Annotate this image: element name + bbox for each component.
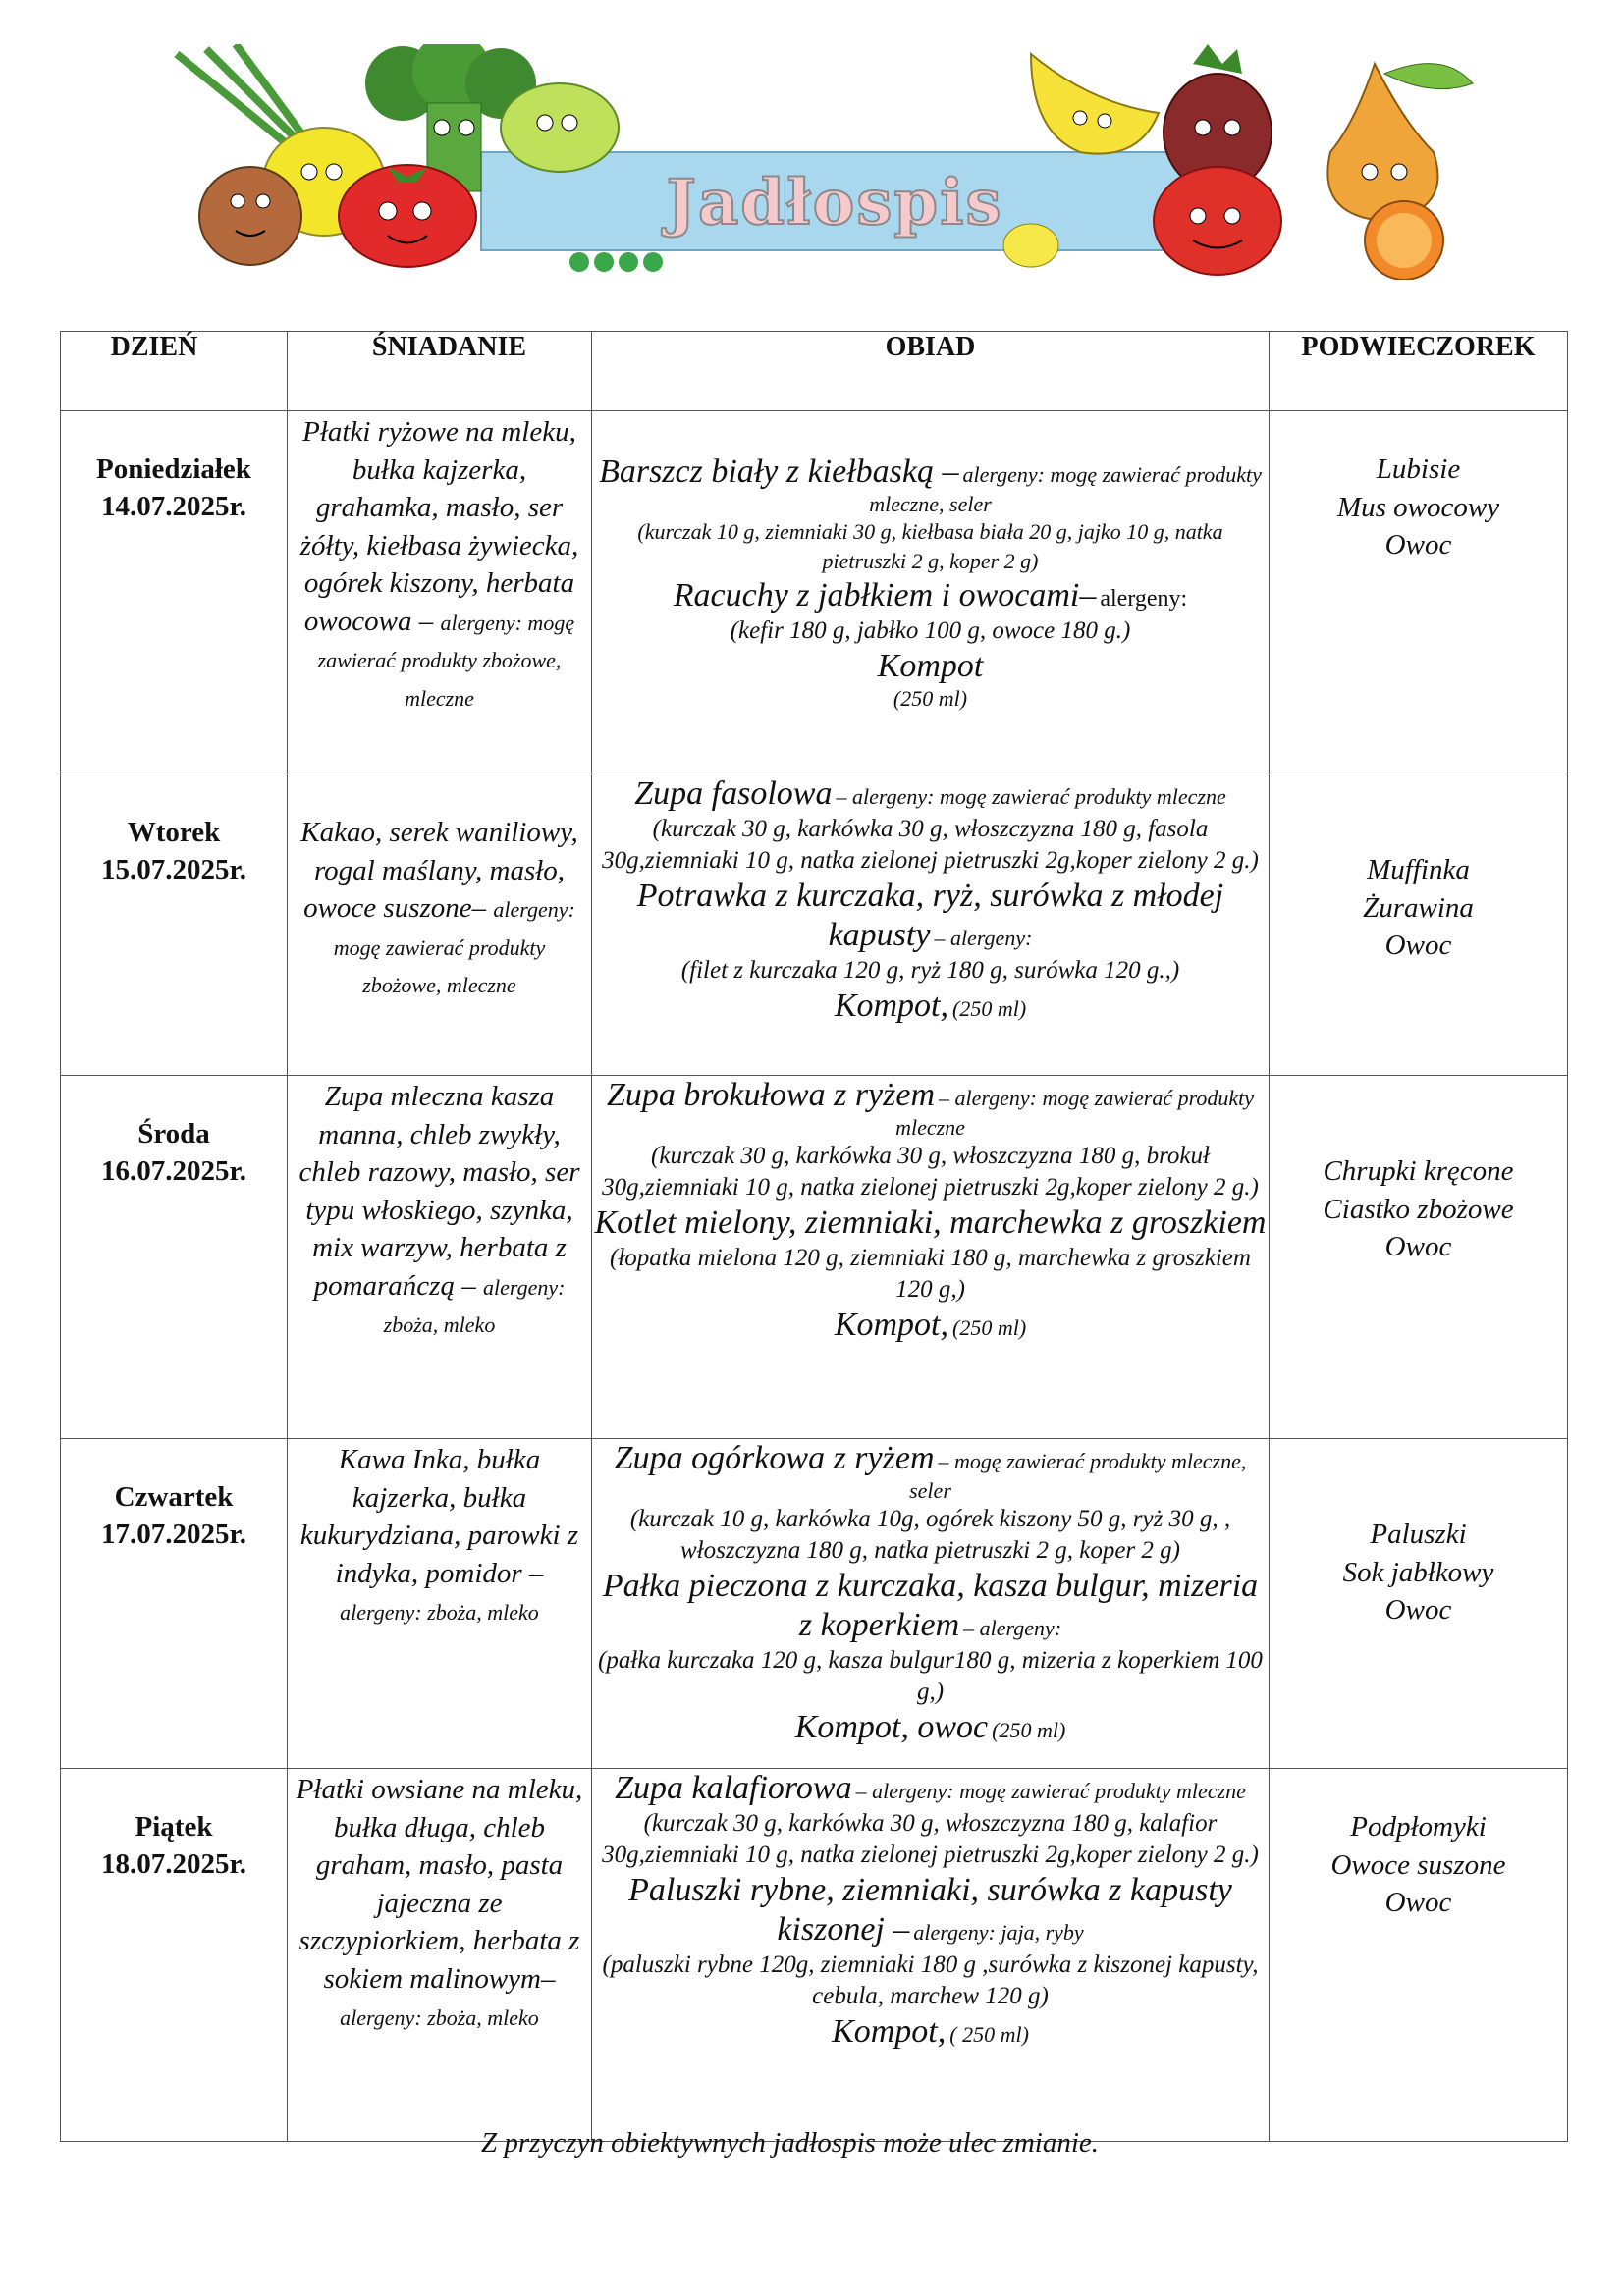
lunch-dish: Kompot — [877, 648, 984, 684]
day-name: Poniedziałek — [96, 454, 251, 485]
lunch-dish: Kompot, — [832, 2013, 947, 2050]
table-row — [61, 411, 1568, 774]
lunch-dish: Paluszki rybne, ziemniaki, surówka z kapusty kiszonej – — [628, 1872, 1232, 1948]
banana-icon — [1031, 54, 1159, 154]
lunch-ingredients: (250 ml) — [992, 1718, 1066, 1742]
day-date: 14.07.2025r. — [101, 491, 246, 522]
footer-note: Z przyczyn obiektywnych jadłospis może ulec zmianie. — [481, 2127, 1100, 2159]
lunch-ingredients: ( 250 ml) — [949, 2022, 1029, 2047]
lunch-ingredients: (paluszki rybne 120g, ziemniaki 180 g ,surówka z kiszonej kapusty, cebula, marchew 120 g) — [602, 1951, 1259, 2009]
lunch-dish: Zupa brokułowa z ryżem — [607, 1077, 936, 1113]
lunch-allergens: alergeny: — [1100, 586, 1188, 612]
day-date: 16.07.2025r. — [101, 1155, 246, 1187]
header-banner — [167, 44, 1581, 280]
lunch-ingredients: (kurczak 30 g, karkówka 30 g, włoszczyzna 180 g, fasola 30g,ziemniaki 10 g, natka zielonej pietruszki 2g,koper zielony 2 g.) — [602, 816, 1259, 874]
breakfast-cell — [288, 411, 592, 774]
snack-item: Lubisie — [1376, 454, 1461, 485]
breakfast-text: Kakao, serek waniliowy, rogal maślany, masło, owoce suszone– — [300, 817, 578, 924]
table-row — [61, 1439, 1568, 1769]
lunch-ingredients: (250 ml) — [952, 1315, 1027, 1340]
lunch-ingredients: (filet z kurczaka 120 g, ryż 180 g, surówka 120 g.,) — [680, 957, 1180, 984]
lunch-ingredients: (kurczak 10 g, ziemniaki 30 g, kiełbasa biała 20 g, jajko 10 g, natka pietruszki 2 g, koper 2 g) — [637, 519, 1223, 573]
lemon-icon — [1003, 224, 1058, 267]
lunch-allergens: – alergeny: mogę zawierać produkty mleczne — [895, 1086, 1254, 1140]
lunch-ingredients: (kurczak 30 g, karkówka 30 g, włoszczyzna 180 g, brokuł 30g,ziemniaki 10 g, natka zielonej pietruszki 2g,koper zielony 2 g.) — [602, 1143, 1259, 1201]
snack-cell — [1270, 1439, 1568, 1769]
snack-item: Ciastko zbożowe — [1323, 1193, 1514, 1225]
snack-cell — [1270, 774, 1568, 1076]
breakfast-text: Kawa Inka, bułka kajzerka, bułka kukurydziana, parowki z indyka, pomidor – — [299, 1444, 579, 1589]
breakfast-cell — [288, 1439, 592, 1769]
breakfast-text: Zupa mleczna kasza manna, chleb zwykły, chleb razowy, masło, ser typu włoskiego, szynka, mix warzyw, herbata z pomarańczą – — [298, 1081, 580, 1302]
lunch-dish: Barszcz biały z kiełbaską – — [599, 454, 959, 490]
lunch-dish: Pałka pieczona z kurczaka, kasza bulgur, mizeria z koperkiem — [602, 1568, 1259, 1643]
apple-icon — [1154, 167, 1281, 275]
snack-item: Chrupki kręcone — [1323, 1155, 1514, 1187]
lunch-ingredients: (kefir 180 g, jabłko 100 g, owoce 180 g.) — [730, 617, 1131, 644]
lunch-ingredients: (250 ml) — [952, 996, 1027, 1021]
banner-title: Jadłospis — [666, 166, 1003, 240]
cabbage-icon — [501, 83, 619, 172]
day-date: 18.07.2025r. — [101, 1848, 246, 1880]
tomato-icon — [339, 165, 476, 267]
day-cell — [61, 1076, 288, 1439]
lunch-dish: Kompot, — [834, 1307, 949, 1343]
lunch-dish: Zupa fasolowa — [634, 775, 833, 812]
lunch-ingredients: (łopatka mielona 120 g, ziemniaki 180 g, marchewka z groszkiem 120 g,) — [610, 1245, 1251, 1303]
lunch-allergens: – alergeny: mogę zawierać produkty mleczne — [855, 1779, 1246, 1803]
snack-item: Owoc — [1384, 1594, 1452, 1626]
lunch-cell — [592, 1769, 1270, 2142]
day-name: Wtorek — [127, 817, 221, 848]
snack-item: Owoc — [1384, 529, 1452, 561]
lunch-ingredients: (kurczak 30 g, karkówka 30 g, włoszczyzna 180 g, kalafior 30g,ziemniaki 10 g, natka zielonej pietruszki 2g,koper zielony 2 g.) — [602, 1810, 1259, 1868]
snack-item: Sok jabłkowy — [1342, 1556, 1494, 1588]
day-name: Środa — [137, 1118, 210, 1149]
day-cell — [61, 774, 288, 1076]
lunch-ingredients: (pałka kurczaka 120 g, kasza bulgur180 g, mizeria z koperkiem 100 g,) — [598, 1647, 1263, 1705]
day-date: 17.07.2025r. — [101, 1519, 246, 1550]
snack-item: Owoc — [1384, 930, 1452, 961]
lunch-dish: Zupa ogórkowa z ryżem — [614, 1440, 935, 1476]
snack-cell — [1270, 411, 1568, 774]
snack-item: Muffinka — [1367, 854, 1470, 885]
column-header-lunch: OBIAD — [592, 332, 1270, 411]
snack-item: Owoc — [1384, 1887, 1452, 1918]
lunch-allergens: alergeny: mogę zawierać produkty mleczne, seler — [869, 462, 1262, 516]
day-cell — [61, 411, 288, 774]
breakfast-allergens: alergeny: zboża, mleko — [383, 1274, 566, 1337]
breakfast-text: Płatki ryżowe na mleku, bułka kajzerka, grahamka, masło, ser żółty, kiełbasa żywiecka, ogórek kiszony, herbata owocowa – — [299, 416, 579, 637]
day-cell — [61, 1769, 288, 2142]
pear-icon — [1327, 64, 1473, 221]
lunch-dish: Potrawka z kurczaka, ryż, surówka z młodej kapusty — [636, 878, 1224, 953]
table-row — [61, 1769, 1568, 2142]
breakfast-cell — [288, 1769, 592, 2142]
breakfast-cell — [288, 1076, 592, 1439]
lunch-dish: Racuchy z jabłkiem i owocami– — [673, 577, 1097, 614]
snack-item: Mus owocowy — [1336, 491, 1500, 523]
lunch-allergens: – mogę zawierać produkty mleczne, seler — [909, 1449, 1247, 1503]
breakfast-allergens: alergeny: mogę zawierać produkty zbożowe, mleczne — [333, 897, 575, 997]
lunch-dish: Kompot, — [834, 988, 949, 1024]
peas-icon — [569, 252, 663, 272]
lunch-allergens: – alergeny: — [963, 1616, 1062, 1640]
day-cell — [61, 1439, 288, 1769]
snack-cell — [1270, 1769, 1568, 2142]
lunch-dish: Zupa kalafiorowa — [615, 1770, 852, 1806]
snack-item: Owoce suszone — [1330, 1848, 1506, 1881]
breakfast-text: Płatki owsiane na mleku, bułka długa, chleb graham, masło, pasta jajeczna ze szczypiorkiem, herbata z sokiem malinowym– — [296, 1774, 583, 1995]
snack-cell — [1270, 1076, 1568, 1439]
snack-item: Żurawina — [1363, 891, 1474, 924]
lunch-allergens: – alergeny: mogę zawierać produkty mleczne — [836, 784, 1226, 809]
snack-item: Owoc — [1384, 1231, 1452, 1262]
table-row — [61, 1076, 1568, 1439]
column-header-snack: PODWIECZOREK — [1270, 332, 1568, 411]
lunch-allergens: alergeny: jaja, ryby — [913, 1920, 1084, 1945]
lunch-dish: Kotlet mielony, ziemniaki, marchewka z groszkiem — [594, 1204, 1267, 1241]
lunch-cell — [592, 411, 1270, 774]
menu-table — [60, 331, 1568, 2142]
breakfast-cell — [288, 774, 592, 1076]
orange-slice-icon — [1365, 201, 1443, 280]
breakfast-allergens: alergeny: zboża, mleko — [340, 1600, 539, 1625]
table-row — [61, 774, 1568, 1076]
lunch-allergens: – alergeny: — [934, 926, 1033, 950]
breakfast-allergens: alergeny: zboża, mleko — [340, 2005, 539, 2030]
breakfast-allergens: alergeny: mogę zawierać produkty zbożowe, mleczne — [317, 610, 575, 711]
snack-item: Paluszki — [1370, 1519, 1467, 1550]
lunch-ingredients: (kurczak 10 g, karkówka 10g, ogórek kiszony 50 g, ryż 30 g, , włoszczyzna 180 g, natka pietruszki 2 g, koper 2 g) — [629, 1506, 1231, 1564]
table-header-row — [61, 332, 1568, 411]
day-date: 15.07.2025r. — [101, 854, 246, 885]
column-header-day: DZIEŃ — [61, 332, 288, 411]
column-header-breakfast: ŚNIADANIE — [288, 332, 592, 411]
lunch-cell — [592, 1076, 1270, 1439]
snack-item: Podpłomyki — [1350, 1811, 1487, 1842]
day-name: Piątek — [135, 1811, 213, 1842]
lunch-cell — [592, 1439, 1270, 1769]
potato-icon — [199, 167, 301, 265]
day-name: Czwartek — [114, 1481, 234, 1513]
lunch-dish: Kompot, owoc — [794, 1709, 989, 1745]
lunch-cell — [592, 774, 1270, 1076]
lunch-ingredients: (250 ml) — [893, 686, 968, 711]
